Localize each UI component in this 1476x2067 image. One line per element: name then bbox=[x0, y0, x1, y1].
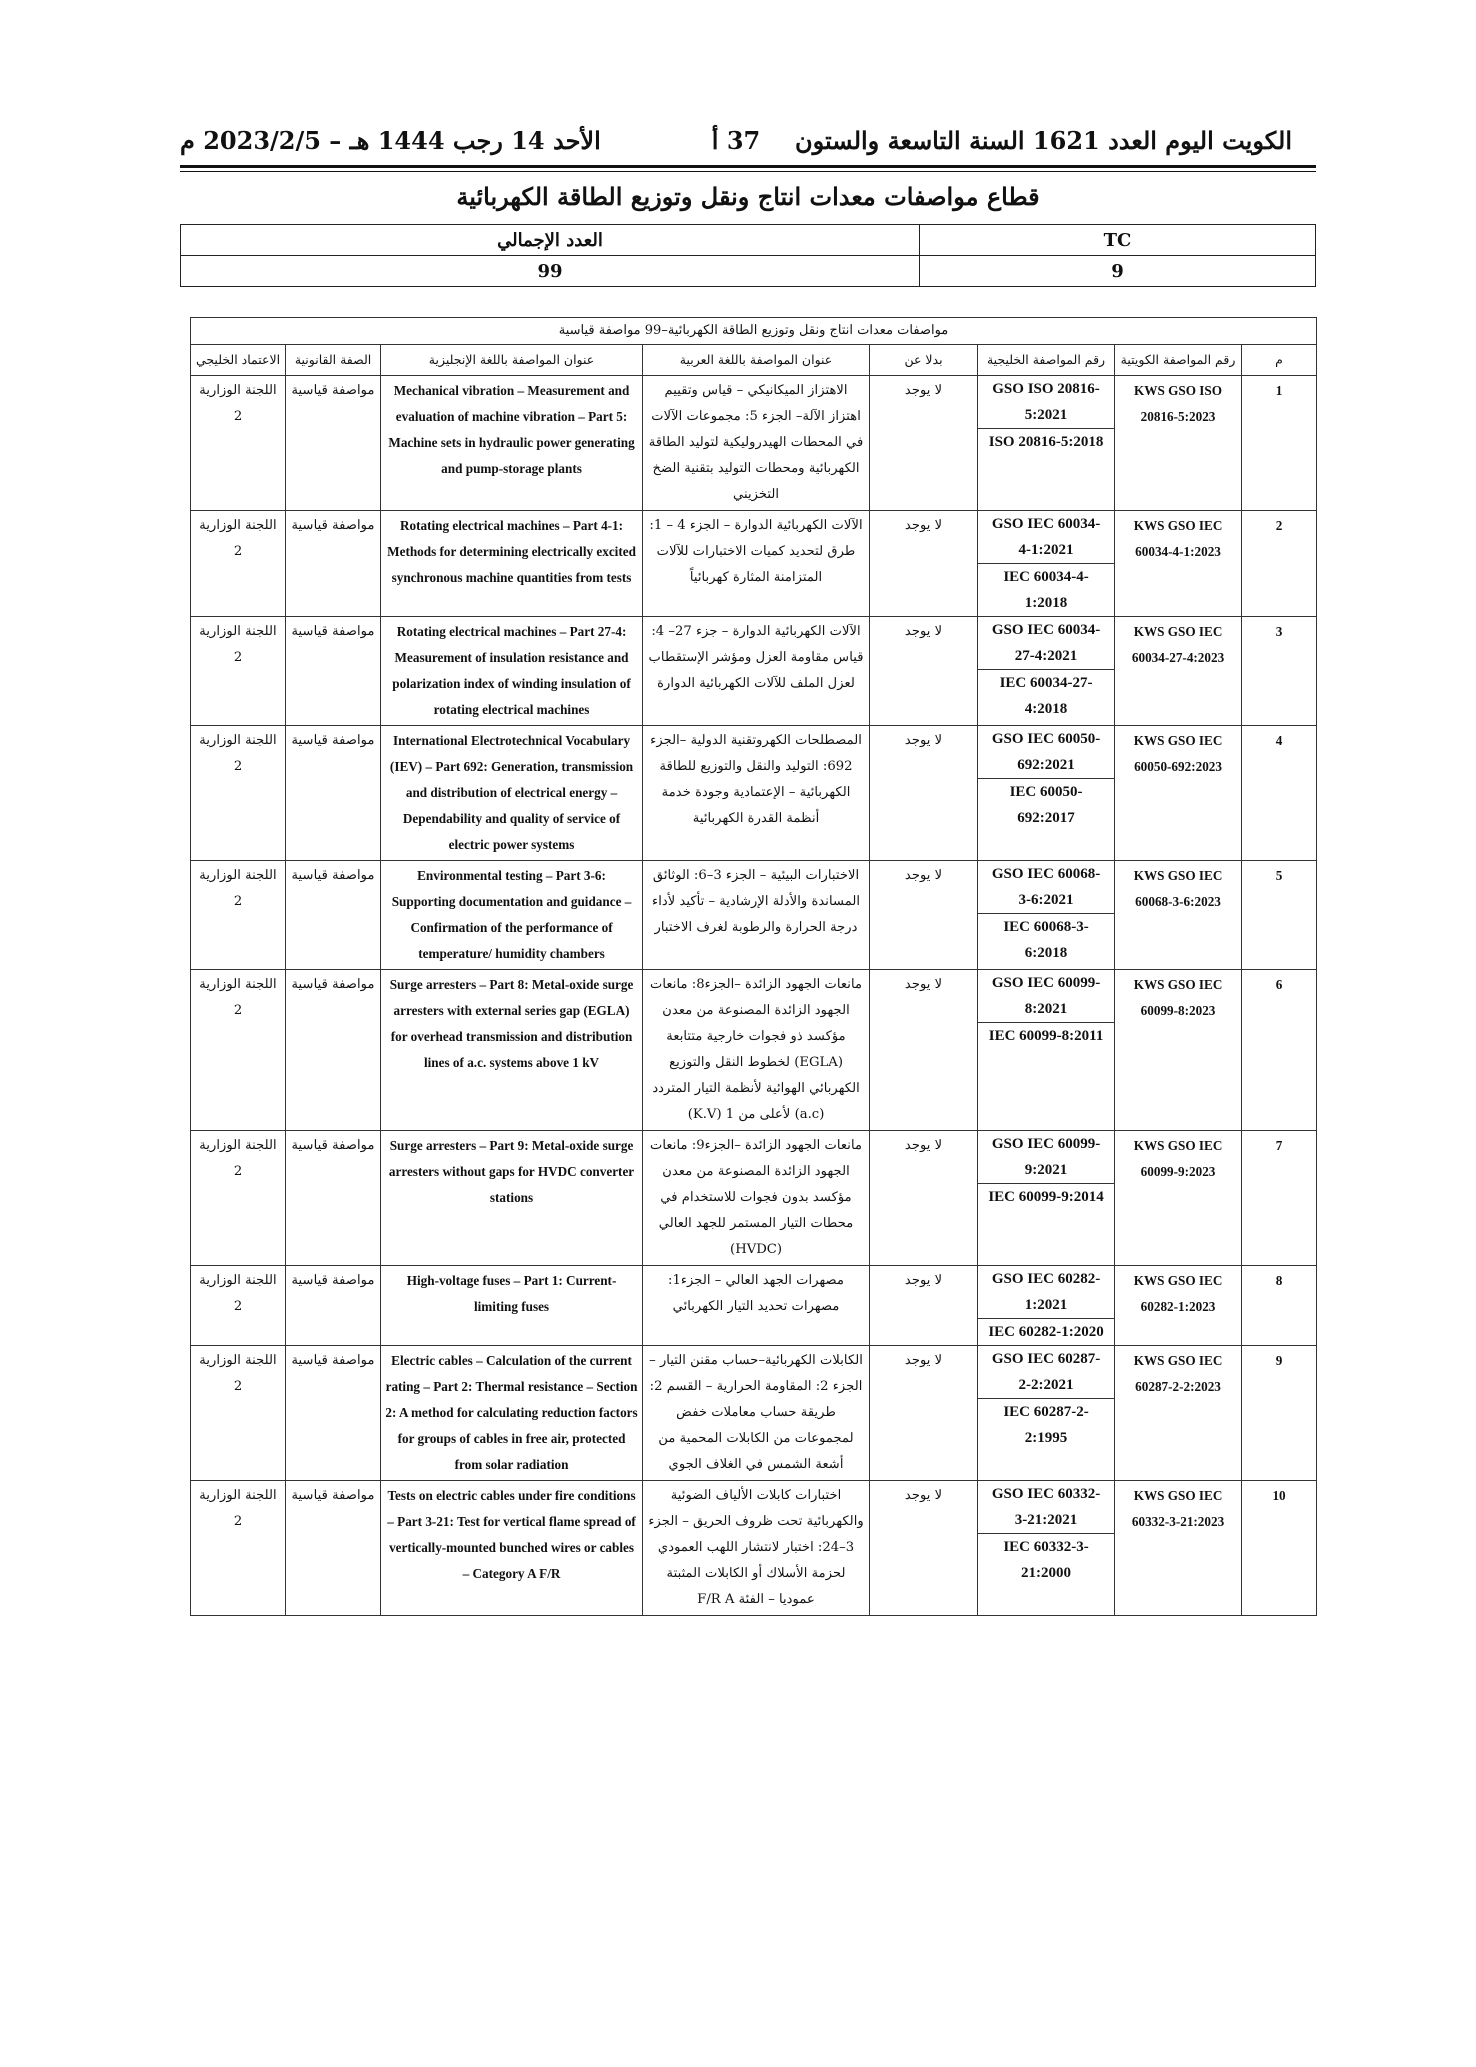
kws-number: KWS GSO IEC 60099-9:2023 bbox=[1115, 1131, 1242, 1266]
kws-number: KWS GSO IEC 60287-2-2:2023 bbox=[1115, 1346, 1242, 1481]
gulf-approval: اللجنة الوزارية 2 bbox=[191, 1346, 286, 1481]
intl-number: IEC 60287-2-2:1995 bbox=[1003, 1404, 1089, 1446]
gulf-approval: اللجنة الوزارية 2 bbox=[191, 617, 286, 726]
gso-number: GSO IEC 60282-1:2021 bbox=[978, 1266, 1114, 1319]
gso-cell bbox=[978, 726, 1115, 861]
replaces: لا يوجد bbox=[870, 1266, 978, 1346]
table-row bbox=[191, 970, 1317, 1131]
legal-status: مواصفة قياسية bbox=[286, 1346, 381, 1481]
title-arabic: الاختبارات البيئية – الجزء 3–6: الوثائق المساندة والأدلة الإرشادية – تأكيد لأداء درجة الحرارة والرطوبة لغرف الاختبار bbox=[643, 861, 870, 970]
replaces: لا يوجد bbox=[870, 1131, 978, 1266]
gso-cell bbox=[978, 511, 1115, 617]
table-row bbox=[191, 376, 1317, 511]
col-header-num: م bbox=[1242, 345, 1317, 376]
title-english: Surge arresters – Part 9: Metal-oxide surge arresters without gaps for HVDC converter stations bbox=[381, 1131, 643, 1266]
legal-status: مواصفة قياسية bbox=[286, 726, 381, 861]
kws-number: KWS GSO IEC 60099-8:2023 bbox=[1115, 970, 1242, 1131]
gulf-approval: اللجنة الوزارية 2 bbox=[191, 726, 286, 861]
title-english: Rotating electrical machines – Part 4-1: Methods for determining electrically excited synchronous machine quantities from tests bbox=[381, 511, 643, 617]
gulf-approval: اللجنة الوزارية 2 bbox=[191, 1266, 286, 1346]
gso-cell bbox=[978, 970, 1115, 1131]
kws-number: KWS GSO IEC 60282-1:2023 bbox=[1115, 1266, 1242, 1346]
gulf-approval: اللجنة الوزارية 2 bbox=[191, 511, 286, 617]
intl-number: IEC 60068-3-6:2018 bbox=[1003, 919, 1089, 961]
table-row bbox=[191, 1346, 1317, 1481]
page-header bbox=[180, 118, 1292, 158]
replaces: لا يوجد bbox=[870, 511, 978, 617]
gulf-approval: اللجنة الوزارية 2 bbox=[191, 1481, 286, 1616]
title-english: Environmental testing – Part 3-6: Supporting documentation and guidance – Confirmation of the performance of temperature/ humidity chambers bbox=[381, 861, 643, 970]
title-arabic: مانعات الجهود الزائدة –الجزء9: مانعات الجهود الزائدة المصنوعة من معدن مؤكسد بدون فجوات للاستخدام في محطات التيار المستمر للجهد العالي (HVDC) bbox=[643, 1131, 870, 1266]
intl-number: ISO 20816-5:2018 bbox=[988, 434, 1104, 450]
legal-status: مواصفة قياسية bbox=[286, 376, 381, 511]
row-number: 10 bbox=[1242, 1481, 1317, 1616]
gso-cell bbox=[978, 1266, 1115, 1346]
col-header-approval: الاعتماد الخليجي bbox=[191, 345, 286, 376]
kws-number: KWS GSO IEC 60068-3-6:2023 bbox=[1115, 861, 1242, 970]
row-number: 3 bbox=[1242, 617, 1317, 726]
kws-number: KWS GSO IEC 60050-692:2023 bbox=[1115, 726, 1242, 861]
gso-number: GSO ISO 20816-5:2021 bbox=[978, 376, 1114, 429]
gso-number: GSO IEC 60050-692:2021 bbox=[978, 726, 1114, 779]
title-arabic: مصهرات الجهد العالي – الجزء1: مصهرات تحديد التيار الكهربائي bbox=[643, 1266, 870, 1346]
gso-cell bbox=[978, 617, 1115, 726]
intl-number: IEC 60332-3-21:2000 bbox=[1003, 1539, 1089, 1581]
gso-number: GSO IEC 60099-9:2021 bbox=[978, 1131, 1114, 1184]
replaces: لا يوجد bbox=[870, 861, 978, 970]
title-english: Electric cables – Calculation of the current rating – Part 2: Thermal resistance – Section 2: A method for calculating reduction factors for groups of cables in free air, protected from solar radiation bbox=[381, 1346, 643, 1481]
intl-number: IEC 60050-692:2017 bbox=[1009, 784, 1083, 826]
row-number: 2 bbox=[1242, 511, 1317, 617]
table-caption: مواصفات معدات انتاج ونقل وتوزيع الطاقة الكهربائية–99 مواصفة قياسية bbox=[191, 318, 1317, 345]
legal-status: مواصفة قياسية bbox=[286, 1266, 381, 1346]
kws-number: KWS GSO IEC 60034-27-4:2023 bbox=[1115, 617, 1242, 726]
replaces: لا يوجد bbox=[870, 376, 978, 511]
replaces: لا يوجد bbox=[870, 1481, 978, 1616]
gulf-approval: اللجنة الوزارية 2 bbox=[191, 376, 286, 511]
intl-number: IEC 60034-4-1:2018 bbox=[1003, 569, 1089, 611]
replaces: لا يوجد bbox=[870, 1346, 978, 1481]
row-number: 4 bbox=[1242, 726, 1317, 861]
table-row bbox=[191, 1266, 1317, 1346]
intl-number: IEC 60034-27-4:2018 bbox=[999, 675, 1093, 717]
gso-number: GSO IEC 60068-3-6:2021 bbox=[978, 861, 1114, 914]
legal-status: مواصفة قياسية bbox=[286, 1131, 381, 1266]
legal-status: مواصفة قياسية bbox=[286, 1481, 381, 1616]
title-arabic: مانعات الجهود الزائدة –الجزء8: مانعات الجهود الزائدة المصنوعة من معدن مؤكسد ذو فجوات خارجية متتابعة (EGLA) لخطوط النقل والتوزيع الكهربائي الهوائية لأنظمة التيار المتردد (a.c) لأعلى من 1 (K.V) bbox=[643, 970, 870, 1131]
gso-number: GSO IEC 60034-4-1:2021 bbox=[978, 511, 1114, 564]
col-header-gso: رقم المواصفة الخليجية bbox=[978, 345, 1115, 376]
gso-number: GSO IEC 60287-2-2:2021 bbox=[978, 1346, 1114, 1399]
summary-header-total: العدد الإجمالي bbox=[181, 225, 920, 256]
legal-status: مواصفة قياسية bbox=[286, 861, 381, 970]
gso-cell bbox=[978, 861, 1115, 970]
gso-cell bbox=[978, 1131, 1115, 1266]
table-row bbox=[191, 1131, 1317, 1266]
row-number: 9 bbox=[1242, 1346, 1317, 1481]
page-number: 37 أ bbox=[711, 126, 761, 155]
table-row bbox=[191, 726, 1317, 861]
title-english: Rotating electrical machines – Part 27-4: Measurement of insulation resistance and polarization index of winding insulation of rotating electrical machines bbox=[381, 617, 643, 726]
row-number: 8 bbox=[1242, 1266, 1317, 1346]
intl-number: IEC 60282-1:2020 bbox=[988, 1324, 1104, 1340]
intl-number: IEC 60099-8:2011 bbox=[988, 1028, 1104, 1044]
summary-table bbox=[180, 224, 1316, 287]
legal-status: مواصفة قياسية bbox=[286, 617, 381, 726]
gso-number: GSO IEC 60332-3-21:2021 bbox=[978, 1481, 1114, 1534]
gazette-issue: الكويت اليوم العدد 1621 السنة التاسعة والستون bbox=[795, 126, 1292, 155]
title-arabic: الآلات الكهربائية الدوارة – الجزء 4 – 1: طرق لتحديد كميات الاختبارات للآلات المتزامنة المثارة كهربائياً bbox=[643, 511, 870, 617]
title-arabic: الكابلات الكهربائية–حساب مقنن التيار –الجزء 2: المقاومة الحرارية – القسم 2: طريقة حساب معاملات خفض لمجموعات من الكابلات المحمية من أشعة الشمس في الغلاف الجوي bbox=[643, 1346, 870, 1481]
summary-header-tc: TC bbox=[920, 225, 1316, 256]
col-header-replaces: بدلا عن bbox=[870, 345, 978, 376]
table-row bbox=[191, 617, 1317, 726]
gulf-approval: اللجنة الوزارية 2 bbox=[191, 861, 286, 970]
section-title: قطاع مواصفات معدات انتاج ونقل وتوزيع الطاقة الكهربائية bbox=[456, 182, 1040, 211]
kws-number: KWS GSO IEC 60332-3-21:2023 bbox=[1115, 1481, 1242, 1616]
legal-status: مواصفة قياسية bbox=[286, 511, 381, 617]
replaces: لا يوجد bbox=[870, 617, 978, 726]
title-english: International Electrotechnical Vocabulary (IEV) – Part 692: Generation, transmission and distribution of electrical energy – Dependability and quality of service of electric power systems bbox=[381, 726, 643, 861]
legal-status: مواصفة قياسية bbox=[286, 970, 381, 1131]
gso-cell bbox=[978, 376, 1115, 511]
table-body bbox=[191, 376, 1317, 1616]
kws-number: KWS GSO ISO 20816-5:2023 bbox=[1115, 376, 1242, 511]
table-row bbox=[191, 511, 1317, 617]
title-arabic: الآلات الكهربائية الدوارة – جزء 27– 4: قياس مقاومة العزل ومؤشر الإستقطاب لعزل الملف للآلات الكهربائية الدوارة bbox=[643, 617, 870, 726]
gso-cell bbox=[978, 1346, 1115, 1481]
col-header-kws: رقم المواصفة الكويتية bbox=[1115, 345, 1242, 376]
gso-number: GSO IEC 60099-8:2021 bbox=[978, 970, 1114, 1023]
col-header-title-en: عنوان المواصفة باللغة الإنجليزية bbox=[381, 345, 643, 376]
replaces: لا يوجد bbox=[870, 726, 978, 861]
table-row bbox=[191, 1481, 1317, 1616]
replaces: لا يوجد bbox=[870, 970, 978, 1131]
issue-date: الأحد 14 رجب 1444 هـ – 2023/2/5 م bbox=[180, 126, 601, 155]
summary-value-tc: 9 bbox=[920, 256, 1316, 287]
summary-value-total: 99 bbox=[181, 256, 920, 287]
col-header-title-ar: عنوان المواصفة باللغة العربية bbox=[643, 345, 870, 376]
gso-cell bbox=[978, 1481, 1115, 1616]
title-arabic: الاهتزاز الميكانيكي – قياس وتقييم اهتزاز الآلة– الجزء 5: مجموعات الآلات في المحطات الهيدروليكية لتوليد الطاقة الكهربائية ومحطات التوليد بتقنية الضخ التخزيني bbox=[643, 376, 870, 511]
row-number: 1 bbox=[1242, 376, 1317, 511]
row-number: 6 bbox=[1242, 970, 1317, 1131]
kws-number: KWS GSO IEC 60034-4-1:2023 bbox=[1115, 511, 1242, 617]
gulf-approval: اللجنة الوزارية 2 bbox=[191, 1131, 286, 1266]
table-row bbox=[191, 861, 1317, 970]
row-number: 5 bbox=[1242, 861, 1317, 970]
title-arabic: اختبارات كابلات الألياف الضوئية والكهربائية تحت ظروف الحريق – الجزء 3–24: اختبار لانتشار اللهب العمودي لحزمة الأسلاك أو الكابلات المثبتة عموديا – الفئة F/R A bbox=[643, 1481, 870, 1616]
title-arabic: المصطلحات الكهروتقنية الدولية –الجزء 692: التوليد والنقل والتوزيع للطاقة الكهربائية – الإعتمادية وجودة خدمة أنظمة القدرة الكهربائية bbox=[643, 726, 870, 861]
header-rule-thick bbox=[180, 165, 1316, 168]
col-header-status: الصفة القانونية bbox=[286, 345, 381, 376]
intl-number: IEC 60099-9:2014 bbox=[988, 1189, 1104, 1205]
header-rule-thin bbox=[180, 171, 1316, 172]
title-english: Surge arresters – Part 8: Metal-oxide surge arresters with external series gap (EGLA) for overhead transmission and distribution lines of a.c. systems above 1 kV bbox=[381, 970, 643, 1131]
row-number: 7 bbox=[1242, 1131, 1317, 1266]
standards-table bbox=[190, 317, 1317, 1616]
title-english: Mechanical vibration – Measurement and evaluation of machine vibration – Part 5: Machine sets in hydraulic power generating and pump-storage plants bbox=[381, 376, 643, 511]
title-english: Tests on electric cables under fire conditions – Part 3-21: Test for vertical flame spread of vertically-mounted bunched wires or cables – Category A F/R bbox=[381, 1481, 643, 1616]
gso-number: GSO IEC 60034-27-4:2021 bbox=[978, 617, 1114, 670]
title-english: High-voltage fuses – Part 1: Current-limiting fuses bbox=[381, 1266, 643, 1346]
gulf-approval: اللجنة الوزارية 2 bbox=[191, 970, 286, 1131]
